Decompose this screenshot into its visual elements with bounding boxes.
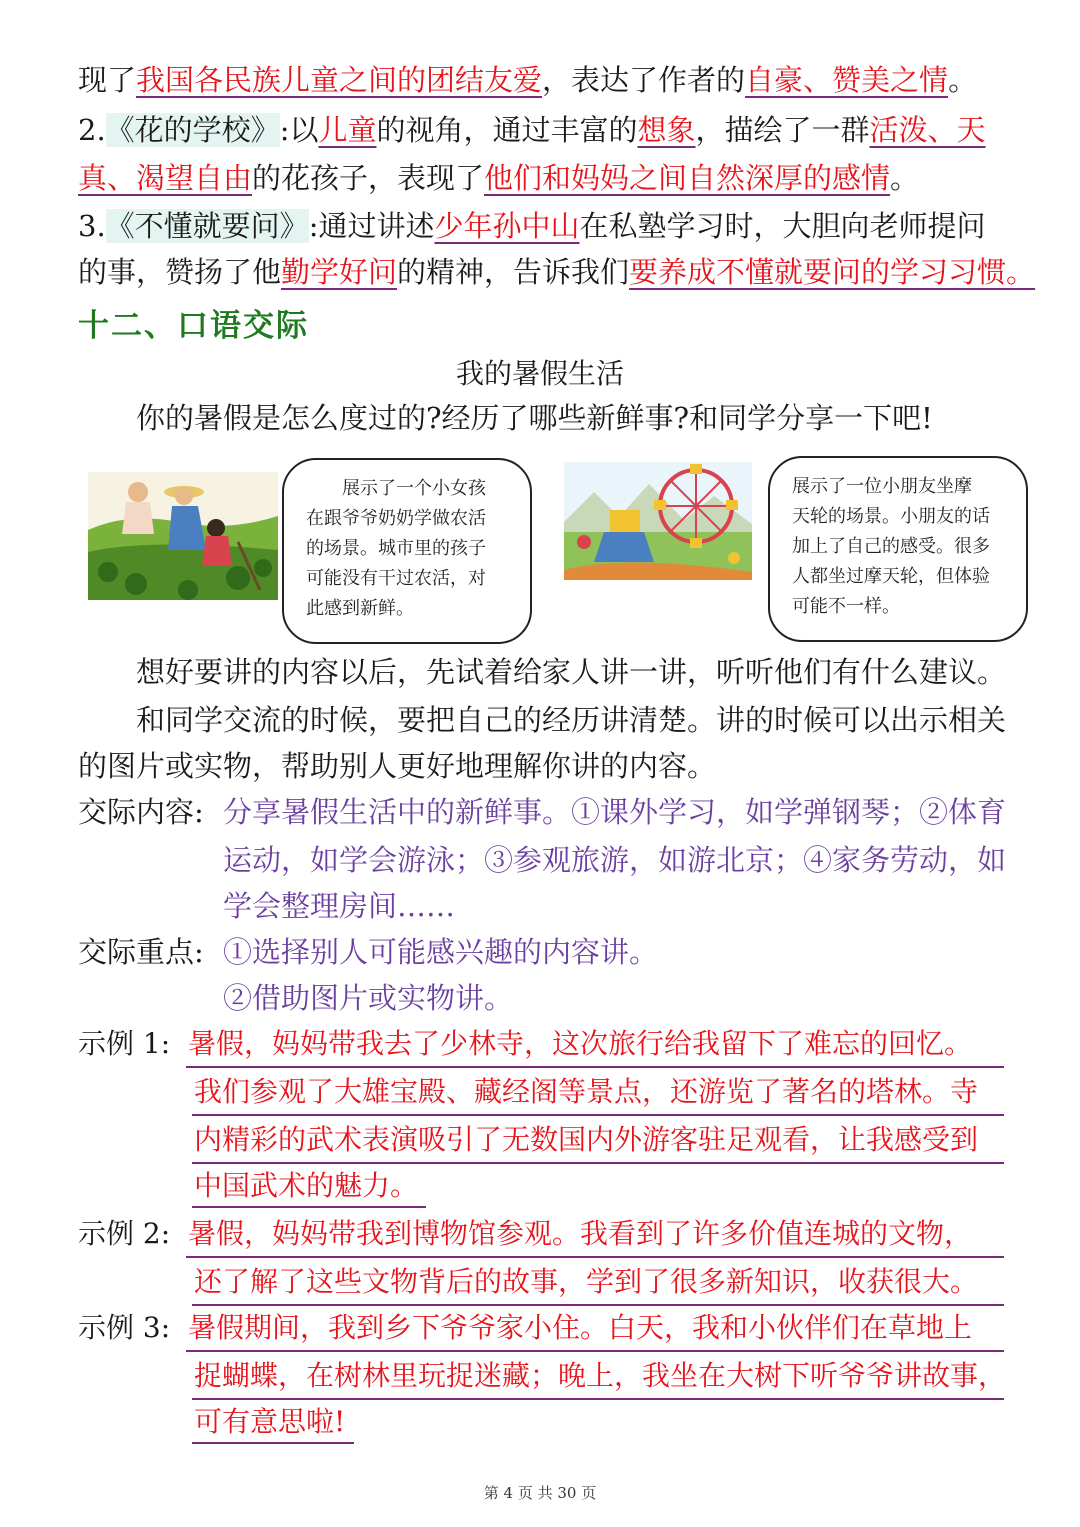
bubble-line: 可能没有干过农活，对	[306, 568, 486, 589]
text: ，描绘了一群	[695, 113, 870, 147]
example-2-line-2: 还了解了这些文物背后的故事，学到了很多新知识，收获很大。	[194, 1265, 979, 1298]
bubble-line: 在跟爷爷奶奶学做农活	[306, 508, 486, 529]
answer-text: 儿童	[318, 113, 377, 147]
text: 的精神，告诉我们	[397, 255, 630, 289]
text: 在私塾学习时，大胆向老师提问	[579, 209, 986, 243]
example-2-label: 示例 2:	[78, 1217, 171, 1250]
text: 现了	[78, 63, 137, 97]
page-footer: 第 4 页 共 30 页	[483, 1484, 597, 1502]
section-heading: 十二、口语交际	[78, 308, 309, 344]
paragraph-2-line-2: 的图片或实物，帮助别人更好地理解你讲的内容。	[78, 749, 717, 783]
answer-text: 勤学好问	[281, 255, 398, 289]
example-3-label: 示例 3:	[78, 1311, 171, 1344]
example-1-line-2: 我们参观了大雄宝殿、藏经阁等景点，还游览了著名的塔林。寺	[194, 1075, 979, 1108]
text: 。	[948, 63, 978, 97]
item-number: 3.	[78, 209, 106, 243]
text: 的花孩子，表现了	[252, 161, 485, 195]
oral-title: 我的暑假生活	[455, 357, 624, 390]
content-row-1	[78, 790, 1010, 834]
text-line-2	[78, 108, 1010, 152]
focus-row-1	[78, 930, 1010, 974]
answer-text: 真、渴望自由	[78, 161, 253, 195]
text-line-3	[78, 156, 1010, 200]
example-2-line-1: 暑假，妈妈带我到博物馆参观。我看到了许多价值连城的文物，	[188, 1217, 973, 1250]
answer-text: 活泼、天	[869, 113, 986, 147]
speech-bubble-2	[768, 456, 1028, 642]
speech-bubble-1	[282, 458, 532, 644]
focus-text: ①选择别人可能感兴趣的内容讲。	[223, 935, 659, 969]
answer-text: 自豪、赞美之情	[745, 63, 949, 97]
text: 的事，赞扬了他	[78, 255, 282, 289]
lesson-title: 《花的学校》	[105, 113, 280, 147]
example-3-line-3: 可有意思啦!	[194, 1405, 346, 1438]
text: :通过讲述	[308, 209, 435, 243]
text-line-1	[78, 58, 1010, 102]
text: 的视角，通过丰富的	[376, 113, 638, 147]
example-1-line-3: 内精彩的武术表演吸引了无数国内外游客驻足观看，让我感受到	[194, 1123, 979, 1156]
text: :以	[279, 113, 319, 147]
bubble-line: 人都坐过摩天轮，但体验	[792, 566, 990, 587]
paragraph-2-line-1: 和同学交流的时候，要把自己的经历讲清楚。讲的时候可以出示相关	[136, 703, 1007, 737]
content-row-2: 运动，如学会游泳；③参观旅游，如游北京；④家务劳动，如	[223, 843, 1007, 877]
paragraph-1: 想好要讲的内容以后，先试着给家人讲一讲，听听他们有什么建议。	[136, 655, 1007, 689]
answer-text: 他们和妈妈之间自然深厚的感情	[484, 161, 891, 195]
content-text: 分享暑假生活中的新鲜事。①课外学习，如学弹钢琴；②体育	[223, 795, 1007, 829]
example-3-line-2: 捉蝴蝶，在树林里玩捉迷藏；晚上，我坐在大树下听爷爷讲故事，	[194, 1359, 1007, 1392]
text: ，表达了作者的	[542, 63, 746, 97]
underline	[186, 1256, 1004, 1258]
text-line-5	[78, 250, 1036, 294]
answer-text: 想象	[637, 113, 696, 147]
farm-illustration	[88, 472, 278, 600]
lesson-title: 《不懂就要问》	[105, 209, 309, 243]
underline	[186, 1350, 1004, 1352]
text: 。	[890, 161, 920, 195]
content-row-3: 学会整理房间……	[223, 889, 456, 923]
example-3-line-1: 暑假期间，我到乡下爷爷家小住。白天，我和小伙伴们在草地上	[188, 1311, 973, 1344]
item-number: 2.	[78, 113, 106, 147]
example-1-label: 示例 1:	[78, 1027, 171, 1060]
underline	[192, 1114, 1004, 1116]
bubble-line: 展示了一个小女孩	[342, 478, 486, 499]
bubble-line: 天轮的场景。小朋友的话	[792, 506, 990, 527]
text-line-4	[78, 204, 1010, 248]
underline	[192, 1442, 354, 1444]
answer-text: 我国各民族儿童之间的团结友爱	[136, 63, 543, 97]
bubble-line: 的场景。城市里的孩子	[306, 538, 486, 559]
focus-label: 交际重点:	[78, 935, 204, 969]
answer-text: 要养成不懂就要问的学习习惯。	[629, 255, 1036, 289]
bubble-line: 展示了一位小朋友坐摩	[792, 476, 972, 497]
underline	[186, 1066, 1004, 1068]
example-1-line-4: 中国武术的魅力。	[194, 1169, 419, 1202]
underline	[192, 1206, 426, 1208]
bubble-line: 可能不一样。	[792, 596, 900, 617]
bubble-line: 此感到新鲜。	[306, 598, 414, 619]
ferris-wheel-illustration	[564, 462, 752, 580]
oral-prompt: 你的暑假是怎么度过的?经历了哪些新鲜事?和同学分享一下吧!	[136, 401, 933, 435]
focus-row-2: ②借助图片或实物讲。	[223, 981, 514, 1015]
content-label: 交际内容:	[78, 795, 204, 829]
answer-text: 少年孙中山	[434, 209, 580, 243]
example-1-line-1: 暑假，妈妈带我去了少林寺，这次旅行给我留下了难忘的回忆。	[188, 1027, 973, 1060]
bubble-line: 加上了自己的感受。很多	[792, 536, 990, 557]
